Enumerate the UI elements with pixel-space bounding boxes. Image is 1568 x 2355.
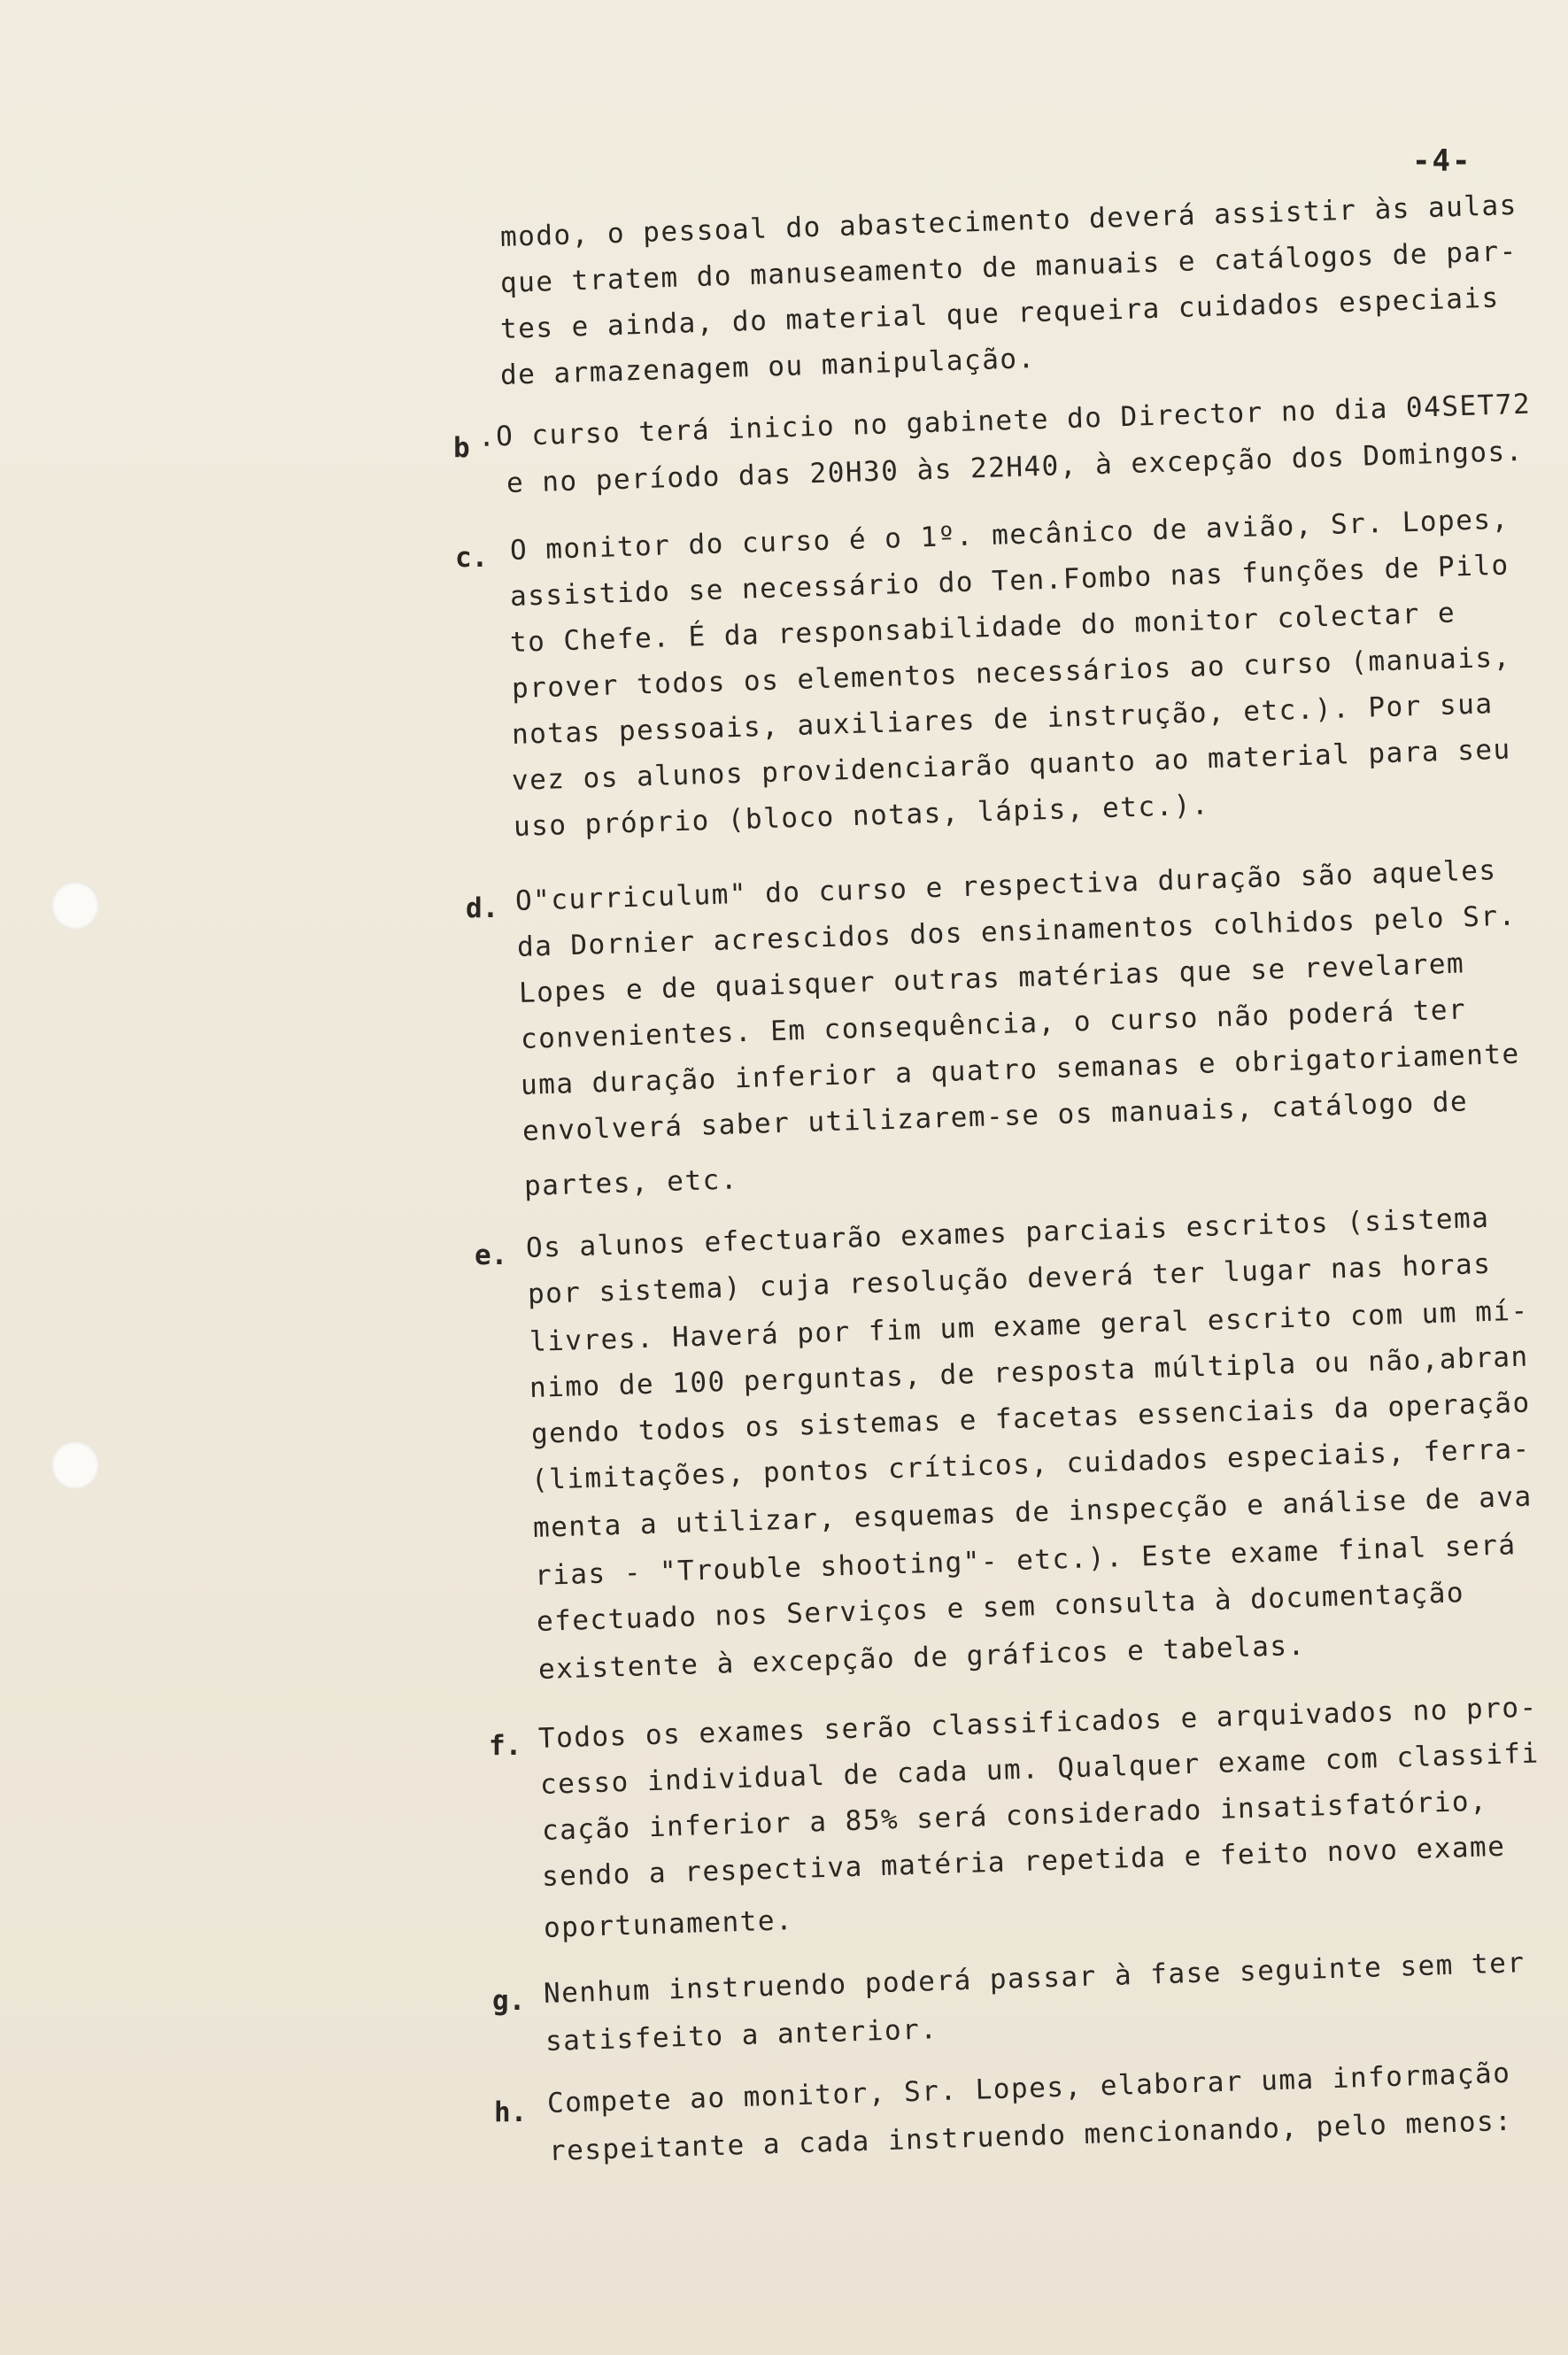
text-line: (limitações, pontos críticos, cuidados especiais, ferra- xyxy=(530,1432,1532,1496)
item-marker: b xyxy=(453,432,470,464)
text-line: notas pessoais, auxiliares de instrução, etc.). Por sua xyxy=(511,688,1495,751)
text-line: to Chefe. É da responsabilidade do monitor colectar e xyxy=(509,597,1456,659)
text-line: de armazenagem ou manipulação. xyxy=(499,343,1037,391)
text-line: modo, o pessoal do abastecimento deverá assistir às aulas xyxy=(499,189,1518,253)
text-line: envolverá saber utilizarem-se os manuais, catálogo de xyxy=(521,1085,1469,1147)
text-line: livres. Haverá por fim um exame geral escrito com um mí- xyxy=(529,1294,1530,1358)
item-marker: f. xyxy=(489,1730,522,1762)
page-number: -4- xyxy=(1412,143,1472,179)
text-line: O monitor do curso é o 1º. mecânico de avião, Sr. Lopes, xyxy=(509,503,1510,567)
text-line: sendo a respectiva matéria repetida e feito novo exame xyxy=(541,1830,1506,1893)
text-line: tes e ainda, do material que requeira cuidados especiais xyxy=(499,282,1501,345)
text-line: partes, etc. xyxy=(523,1163,739,1202)
punch-hole-top xyxy=(51,882,99,930)
text-line: respeitante a cada instruendo mencionando, pelo menos: xyxy=(548,2104,1513,2167)
text-line: prover todos os elementos necessários ao curso (manuais, xyxy=(511,641,1512,705)
text-line: uma duração inferior a quatro semanas e obrigatoriamente xyxy=(520,1038,1521,1101)
text-line: vez os alunos providenciarão quanto ao material para seu xyxy=(511,733,1512,797)
text-line: rias - "Trouble shooting"- etc.). Este exame final será xyxy=(534,1529,1518,1592)
text-line: por sistema) cuja resolução deverá ter lugar nas horas xyxy=(527,1247,1492,1310)
text-line: e no período das 20H30 às 22H40, à excepção dos Domingos. xyxy=(506,435,1525,499)
text-line: convenientes. Em consequência, o curso não poderá ter xyxy=(520,993,1467,1055)
text-line: cesso individual de cada um. Qualquer exame com classifi xyxy=(539,1737,1541,1801)
text-line: Lopes e de quaisquer outras matérias que se revelarem xyxy=(518,947,1465,1009)
text-line: Nenhum instruendo poderá passar à fase seguinte sem ter xyxy=(543,1947,1526,2010)
text-line: .O curso terá inicio no gabinete do Director no dia 04SET72 xyxy=(477,388,1532,453)
item-marker: d. xyxy=(466,892,499,924)
text-line: O"curriculum" do curso e respectiva duração são aqueles xyxy=(514,854,1498,917)
text-line: assistido se necessário do Ten.Fombo nas funções de Pilo xyxy=(509,549,1510,613)
text-line: uso próprio (bloco notas, lápis, etc.). xyxy=(513,789,1210,843)
item-marker: h. xyxy=(494,2096,528,2128)
item-marker: e. xyxy=(475,1239,508,1271)
item-marker: c. xyxy=(455,542,489,574)
text-line: da Dornier acrescidos dos ensinamentos colhidos pelo Sr. xyxy=(516,900,1518,963)
text-line: Todos os exames serão classificados e arquivados no pro- xyxy=(537,1691,1539,1755)
text-line: Os alunos efectuarão exames parciais escritos (sistema xyxy=(525,1201,1490,1264)
text-line: nimo de 100 perguntas, de resposta múltipla ou não,abran xyxy=(529,1340,1530,1404)
text-line: Compete ao monitor, Sr. Lopes, elaborar uma informação xyxy=(546,2057,1511,2120)
punch-hole-bottom xyxy=(51,1441,99,1489)
text-line: satisfeito a anterior. xyxy=(545,2013,938,2058)
text-line: oportunamente. xyxy=(543,1904,794,1944)
text-line: que tratem do manuseamento de manuais e catálogos de par- xyxy=(499,235,1518,299)
item-marker: g. xyxy=(492,1985,526,2017)
text-line: existente à excepção de gráficos e tabelas. xyxy=(537,1629,1307,1686)
text-line: menta a utilizar, esquemas de inspecção e análise de ava xyxy=(532,1480,1533,1544)
text-line: cação inferior a 85% será considerado insatisfatório, xyxy=(541,1785,1488,1847)
text-line: efectuado nos Serviços e sem consulta à documentação xyxy=(536,1577,1465,1638)
text-line: gendo todos os sistemas e facetas essenciais da operação xyxy=(530,1386,1532,1450)
